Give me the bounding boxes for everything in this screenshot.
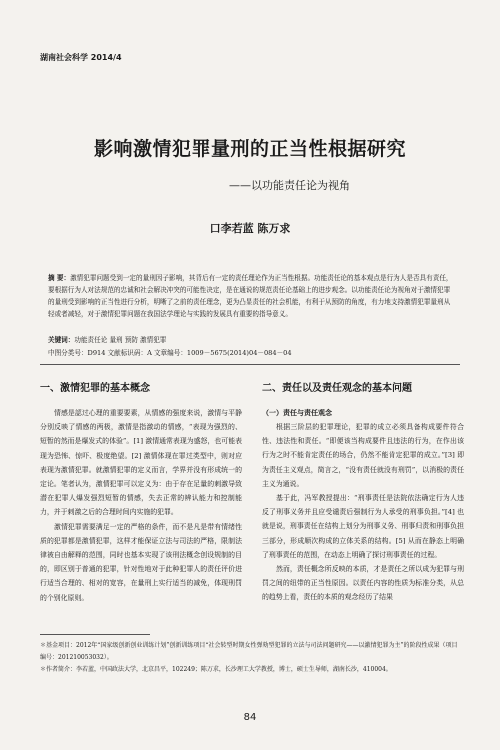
page-number: 84: [243, 712, 257, 723]
article-title: 影响激情犯罪量刑的正当性根据研究: [93, 138, 406, 160]
keywords-label: 关键词：: [48, 336, 75, 344]
paragraph: 激情犯罪需要满足一定的严格的条件，而不是凡是带有情绪性质的犯罪都是激情犯罪，这样才能保证立法与司法的严格，限制法律被自由解释的范围，同时也基本实现了该刑法概念创设规制的目的，即区别于普通的犯罪，针对性地对于此种犯罪人的责任评价进行适当合理的、相对的宽容，在量刑上实行适当的减免，体现刑罚的个别化原则。: [40, 522, 242, 602]
subsection-heading: （一）责任与责任观念: [262, 409, 332, 417]
footnotes: [40, 640, 460, 676]
abstract-text: 激情犯罪问题受到一定的量刑因子影响，其背后有一定的责任理论作为正当性根据。功能责任论的基本观点是行为人是否具有责任，要根据行为人对法规范的忠诚和社会解决冲突的可能性决定，是在通说的规范责任论基础上的进步观念。以功能责任论为视角对于激情犯罪的量刑受到影响的正当性进行分析，明晰了之前的责任理念，更为凸显责任的社会机能，有利于从预防的角度，有力地支持激情犯罪量刑从轻或者减轻，对于激情犯罪问题在我国法学理论与实践的发展具有重要的指导意义。: [48, 274, 453, 318]
abstract-label: 摘 要：: [48, 274, 71, 282]
keywords: [48, 334, 454, 346]
author-line: 口李若蓝 陈万求: [209, 222, 291, 235]
footnote-divider: [40, 634, 150, 635]
header-divider: [40, 364, 460, 365]
paragraph: 情感是認过心理的重要要素，从情感的强度来说，激情与平静分别反映了情感的两极，激情是指激动的情感，“表现为强烈的、短暂的然而是爆发式的体验”。[1] 激情通常表现为盛怒，也可能表现为恐怖、惊吓、极度绝望。[2] 激情体现在罪过类型中，则对应表现为激情犯罪。就激情犯罪的定义而言，学界并没有形成统一的定论。笔者认为，激情犯罪可以定义为：由于存在足量的刺激导致潜在犯罪人爆发强烈短暂的情感，失去正常的辨认能力和控制能力，并于刺激之后的合理时间内实施的犯罪。: [40, 409, 242, 517]
right-column: [262, 382, 464, 605]
article-subtitle: ——以功能责任论为视角: [229, 179, 350, 192]
section-heading-1: 一、激情犯罪的基本概念: [40, 383, 150, 394]
left-column: [40, 382, 242, 605]
section-heading-2: 二、责任以及责任观念的基本问题: [262, 383, 412, 394]
keywords-text: 功能责任论 量刑 预防 激情犯罪: [74, 336, 167, 344]
abstract: [48, 272, 454, 320]
paragraph: 根据三阶层的犯罪理论，犯罪的成立必须具备构成要件符合性、违法性和责任。“即便该当构成要件且违法的行为，在作出该行为之时不能肯定责任的场合，仍然不能肯定犯罪的成立。”[3] 即为责任主义观点，简言之，“没有责任就没有刑罚”，以消极的责任主义为通说。: [262, 423, 464, 488]
paragraph: 然而，责任概念所反映的本质，才是责任之所以成为犯罪与刑罚之间的纽带的正当性原因。以责任内容的性质为标准分类，从总的趋势上看，责任的本质的观念经历了结果: [262, 565, 464, 602]
classification-line: 中图分类号：D914 文献标识码：A 文章编号：1009－5675(2014)04－084－04: [48, 349, 292, 357]
author-footnote: ＊作者简介：李若蓝，中国政法大学，北京昌平，102249；陈万求，长沙理工大学教授，博士，硕士生导师，湖南长沙，410004。: [40, 666, 392, 673]
paragraph: 基于此，冯军教授提出：“刑事责任是法院依法确定行为人违反了刑事义务并且应受谴责后强制行为人承受的刑事负担。”[4] 也就是说，刑事责任在结构上划分为刑事义务、刑事归责和刑事负担三部分，形成顺次构成的立体关系的结构。[5] 从而在静态上明确了刑事责任的范围，在动态上明确了探讨刑事责任的过程。: [262, 494, 464, 559]
journal-header: 湖南社会科学 2014/4: [40, 53, 122, 62]
fund-footnote: ＊基金项目：2012年“国家级创新创业训练计划”创新训练项目“社会转型时期女性弹劾型犯罪的立法与司法问题研究——以激情犯罪为主”的阶段性成果（项目编号：201210053032）。: [40, 642, 458, 661]
